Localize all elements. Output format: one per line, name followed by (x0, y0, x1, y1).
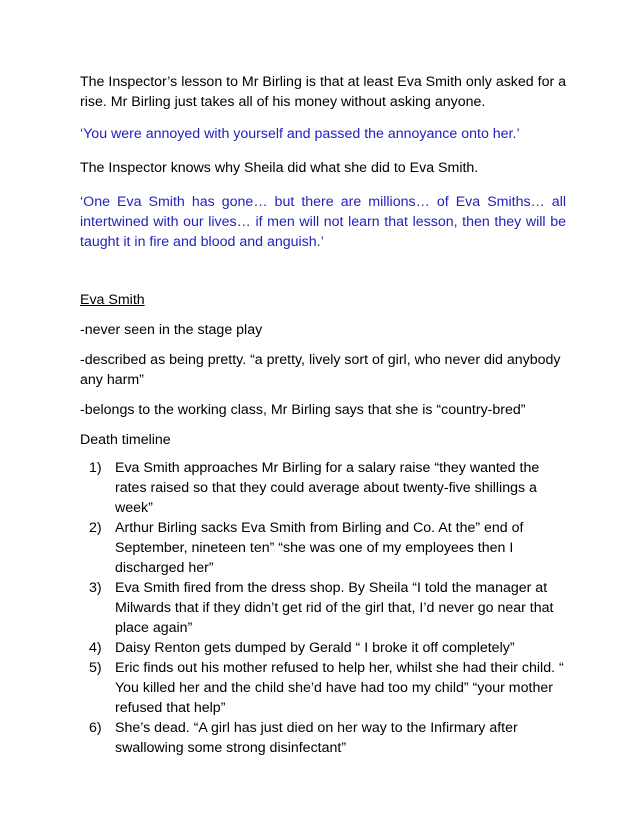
sheila-paragraph: The Inspector knows why Sheila did what she did to Eva Smith. (80, 160, 479, 176)
timeline-item-number: 4) (89, 640, 102, 656)
eva-smith-heading: Eva Smith (80, 292, 145, 308)
document-page (80, 72, 566, 758)
timeline-item-number: 5) (89, 660, 102, 676)
eva-point-stage: -never seen in the stage play (80, 322, 263, 338)
timeline-item-number: 6) (89, 720, 102, 736)
timeline-item (80, 718, 566, 758)
quote-millions: ‘One Eva Smith has gone… but there are millions… of Eva Smiths… all intertwined with our lives… if men will not learn that lesson, then they will be taught it in fire and blood and anguish.’ (80, 194, 566, 250)
timeline-item-text: Arthur Birling sacks Eva Smith from Birling and Co. At the” end of September, nineteen ten” “she was one of my employees then I discharged her” (115, 520, 524, 576)
eva-point-pretty: -described as being pretty. “a pretty, lively sort of girl, who never did anybody any harm” (80, 352, 561, 388)
timeline-item-text: Eva Smith fired from the dress shop. By Sheila “I told the manager at Milwards that if they didn’t get rid of the girl that, I’d never go near that place again” (115, 580, 554, 636)
timeline-item-text: Eva Smith approaches Mr Birling for a salary raise “they wanted the rates raised so that they could average about twenty-five shillings a week” (115, 460, 540, 516)
timeline-item-number: 3) (89, 580, 102, 596)
timeline-item-text: Eric finds out his mother refused to help her, whilst she had their child. “ You killed her and the child she’d have had too my child” “your mother refused that help” (115, 660, 564, 716)
eva-point-class: -belongs to the working class, Mr Birling says that she is “country-bred” (80, 402, 526, 418)
death-timeline-list (80, 458, 566, 758)
timeline-item (80, 638, 566, 658)
quote-annoyed: ‘You were annoyed with yourself and passed the annoyance onto her.’ (80, 126, 520, 142)
intro-paragraph: The Inspector’s lesson to Mr Birling is that at least Eva Smith only asked for a rise. Mr Birling just takes all of his money without asking anyone. (80, 74, 567, 110)
timeline-item-number: 1) (89, 460, 102, 476)
timeline-item (80, 658, 566, 718)
timeline-item (80, 578, 566, 638)
timeline-item (80, 458, 566, 518)
timeline-item-text: She’s dead. “A girl has just died on her way to the Infirmary after swallowing some strong disinfectant” (115, 720, 518, 756)
timeline-item-text: Daisy Renton gets dumped by Gerald “ I broke it off completely” (115, 640, 515, 656)
timeline-item-number: 2) (89, 520, 102, 536)
timeline-item (80, 518, 566, 578)
timeline-heading: Death timeline (80, 432, 171, 448)
